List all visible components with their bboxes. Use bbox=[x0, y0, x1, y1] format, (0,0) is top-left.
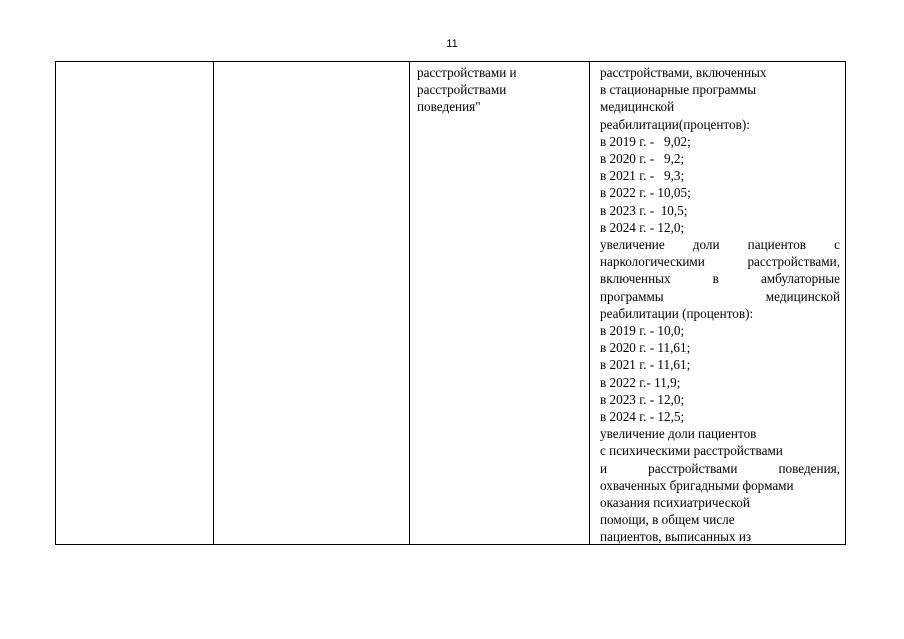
text-line: расстройствами, включенных bbox=[600, 65, 767, 80]
text-line: наркологическими расстройствами, bbox=[600, 254, 840, 270]
text-line: в 2023 г. - 10,5; bbox=[600, 202, 688, 218]
text-line: и расстройствами поведения, bbox=[600, 460, 840, 476]
text-line: в 2024 г. - 12,5; bbox=[600, 409, 685, 425]
text-line: реабилитации (процентов): bbox=[600, 305, 754, 321]
text-line: с психическими расстройствами bbox=[600, 443, 783, 459]
text-line: в 2023 г. - 12,0; bbox=[600, 391, 685, 407]
text-line: реабилитации(процентов): bbox=[600, 116, 750, 132]
table-column-1 bbox=[56, 62, 214, 544]
text-line: медицинской bbox=[600, 99, 675, 115]
column-4-text bbox=[590, 62, 847, 546]
text-line: в 2019 г. - 9,02; bbox=[600, 133, 691, 149]
text-line: в 2020 г. - 11,61; bbox=[600, 340, 691, 356]
table-column-4 bbox=[590, 62, 847, 544]
text-line: в стационарные программы bbox=[600, 82, 757, 98]
text-line: программы медицинской bbox=[600, 288, 840, 304]
text-line: расстройствами и bbox=[417, 65, 517, 80]
text-line: увеличение доли пациентов bbox=[600, 426, 757, 442]
text-line: в 2022 г. - 10,05; bbox=[600, 185, 691, 201]
text-line: в 2020 г. - 9,2; bbox=[600, 151, 685, 167]
text-line: пациентов, выписанных из bbox=[600, 529, 752, 545]
text-line: включенных в амбулаторные bbox=[600, 271, 840, 287]
page-number: 11 bbox=[446, 38, 458, 50]
text-line: в 2019 г. - 10,0; bbox=[600, 323, 685, 339]
text-line: увеличение доли пациентов с bbox=[600, 237, 840, 253]
table-column-3 bbox=[410, 62, 590, 544]
text-line: расстройствами bbox=[417, 82, 507, 98]
text-line: помощи, в общем числе bbox=[600, 512, 735, 528]
document-table bbox=[55, 61, 846, 545]
text-line: в 2024 г. - 12,0; bbox=[600, 219, 685, 235]
text-line: в 2021 г. - 11,61; bbox=[600, 357, 691, 373]
text-line: поведения" bbox=[417, 99, 481, 115]
table-column-2 bbox=[214, 62, 410, 544]
text-line: в 2022 г.- 11,9; bbox=[600, 374, 681, 390]
column-3-text bbox=[410, 62, 589, 116]
text-line: оказания психиатрической bbox=[600, 495, 750, 511]
text-line: охваченных бригадными формами bbox=[600, 477, 794, 493]
text-line: в 2021 г. - 9,3; bbox=[600, 168, 685, 184]
